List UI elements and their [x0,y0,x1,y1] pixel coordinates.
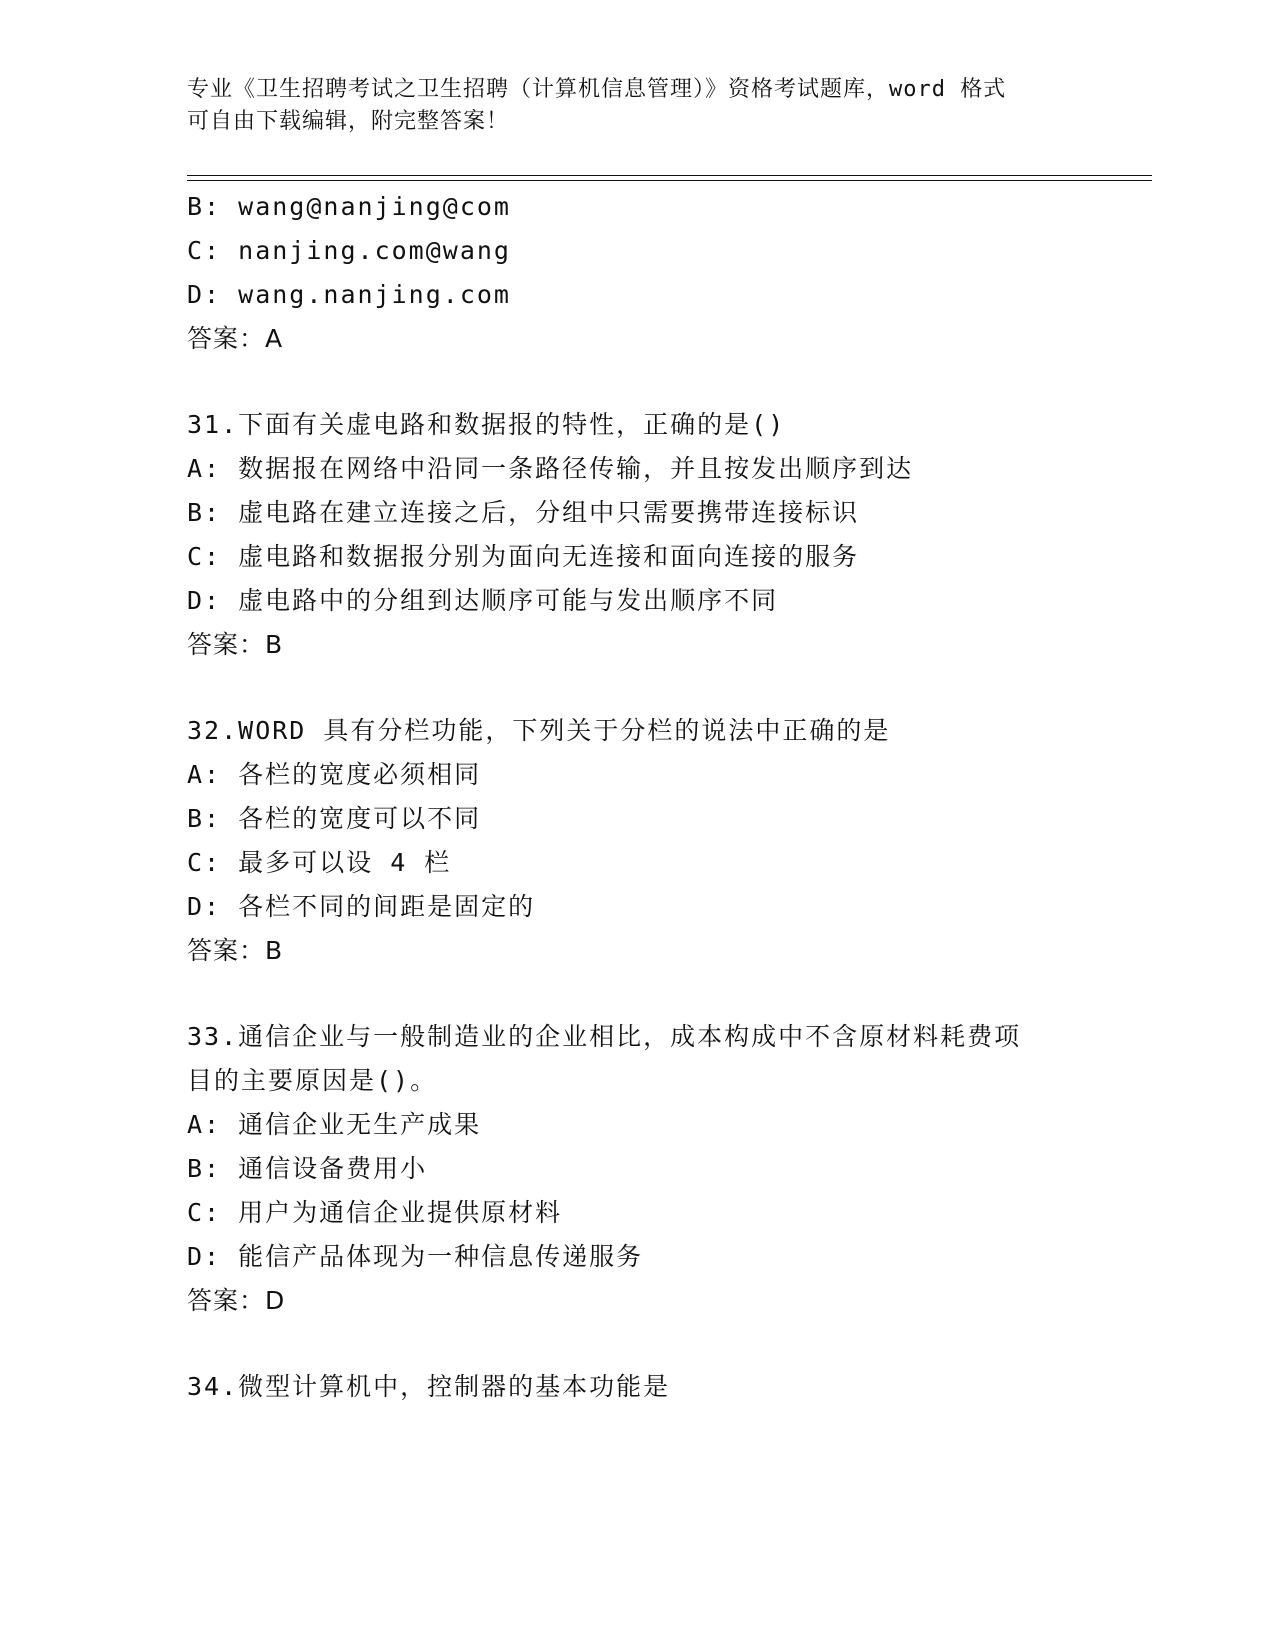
q32-option-a: A: 各栏的宽度必须相同 [187,760,482,789]
q33-option-b: B: 通信设备费用小 [187,1154,428,1183]
header-line-2: 可自由下载编辑，附完整答案！ [187,109,510,134]
q33-answer: 答案：D [187,1286,286,1315]
q33-option-a: A: 通信企业无生产成果 [187,1110,482,1139]
q30-answer: 答案：A [187,324,284,353]
q34-stem: 34.微型计算机中，控制器的基本功能是 [187,1372,671,1401]
q31-option-b: B: 虚电路在建立连接之后，分组中只需要携带连接标识 [187,498,860,527]
q30-option-d: D: wang.nanjing.com [187,280,511,309]
q31-stem: 31.下面有关虚电路和数据报的特性，正确的是() [187,410,786,439]
document-header [187,74,1077,138]
q31-option-c: C: 虚电路和数据报分别为面向无连接和面向连接的服务 [187,542,860,571]
q32-option-b: B: 各栏的宽度可以不同 [187,804,482,833]
q32-option-d: D: 各栏不同的间距是固定的 [187,892,536,921]
q33-option-c: C: 用户为通信企业提供原材料 [187,1198,563,1227]
q31-answer: 答案：B [187,630,284,659]
q30-option-b: B: wang@nanjing@com [187,192,511,221]
q30-option-c: C: nanjing.com@wang [187,236,511,265]
q31-option-a: A: 数据报在网络中沿同一条路径传输，并且按发出顺序到达 [187,454,914,483]
header-divider-bottom [187,180,1152,181]
q32-stem: 32.WORD 具有分栏功能，下列关于分栏的说法中正确的是 [187,716,891,745]
q32-answer: 答案：B [187,936,284,965]
header-divider-top [187,175,1152,176]
q33-option-d: D: 能信产品体现为一种信息传递服务 [187,1242,644,1271]
q33-stem-line-1: 33.通信企业与一般制造业的企业相比，成本构成中不含原材料耗费项 [187,1022,1022,1051]
q32-option-c: C: 最多可以设 4 栏 [187,848,452,877]
q31-option-d: D: 虚电路中的分组到达顺序可能与发出顺序不同 [187,586,779,615]
header-line-1: 专业《卫生招聘考试之卫生招聘（计算机信息管理）》资格考试题库，word 格式 [187,77,1007,102]
q33-stem-line-2: 目的主要原因是()。 [187,1066,438,1095]
